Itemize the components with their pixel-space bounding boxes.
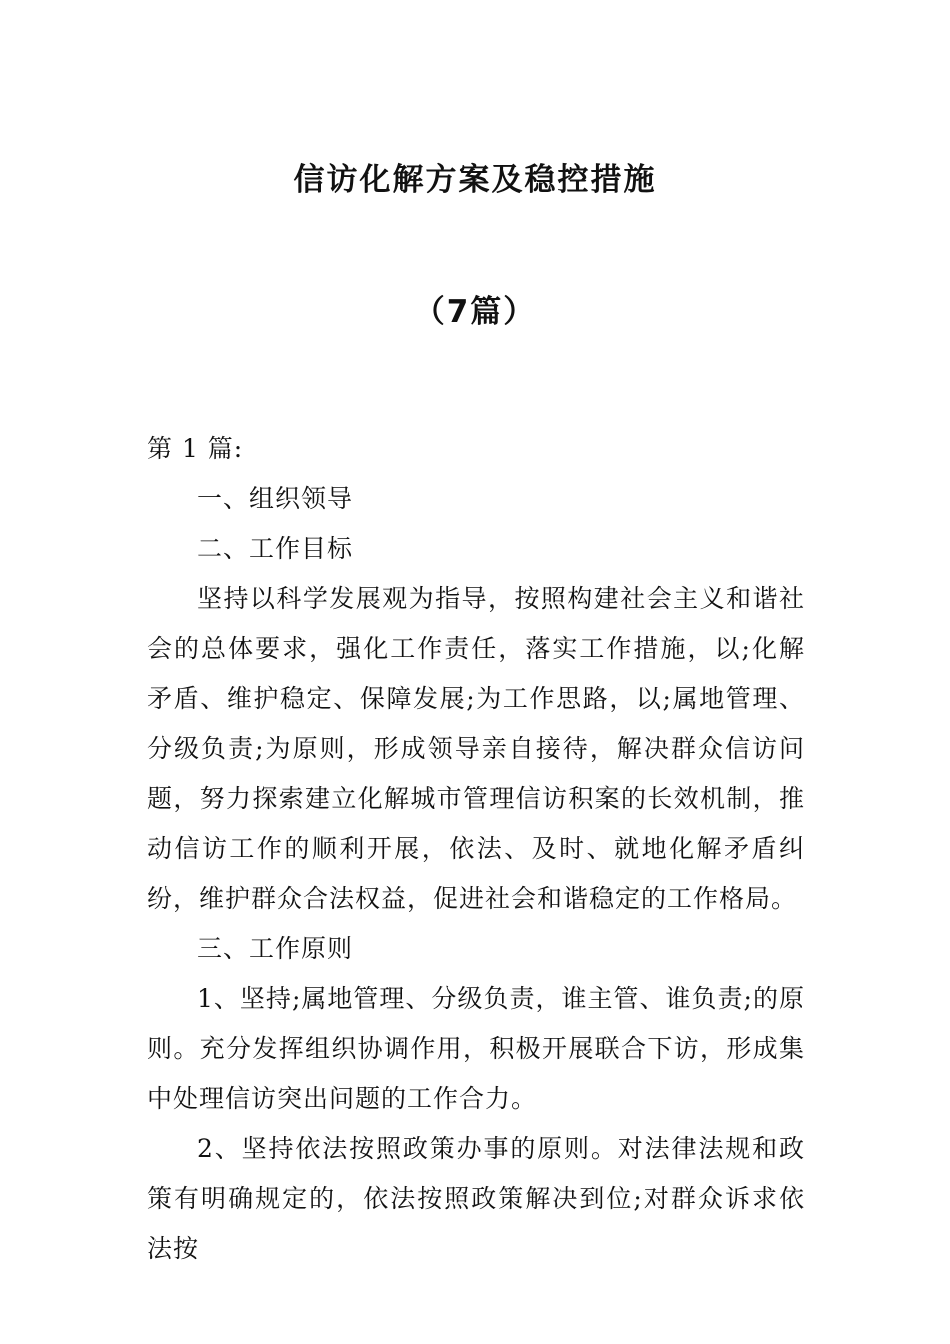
document-title: 信访化解方案及稳控措施: [293, 162, 657, 198]
document-subtitle: （7篇）: [413, 294, 537, 330]
section-label: 第 1 篇:: [147, 434, 244, 463]
paragraph-principle-1: 1、坚持;属地管理、分级负责，谁主管、谁负责;的原则。充分发挥组织协调作用，积极开展联合下访，形成集中处理信访突出问题的工作合力。: [147, 984, 805, 1113]
paragraph-goals: 坚持以科学发展观为指导，按照构建社会主义和谐社会的总体要求，强化工作责任，落实工作措施，以;化解矛盾、维护稳定、保障发展;为工作思路，以;属地管理、分级负责;为原则，形成领导亲自接待，解决群众信访问题，努力探索建立化解城市管理信访积案的长效机制，推动信访工作的顺利开展，依法、及时、就地化解矛盾纠纷，维护群众合法权益，促进社会和谐稳定的工作格局。: [147, 584, 805, 913]
heading-goals: 二、工作目标: [197, 534, 354, 563]
paragraph-principle-2: 2、坚持依法按照政策办事的原则。对法律法规和政策有明确规定的，依法按照政策解决到位;对群众诉求依法按: [147, 1134, 805, 1263]
heading-organization: 一、组织领导: [197, 484, 354, 513]
document-body: [147, 424, 805, 1274]
heading-principles: 三、工作原则: [197, 934, 354, 963]
